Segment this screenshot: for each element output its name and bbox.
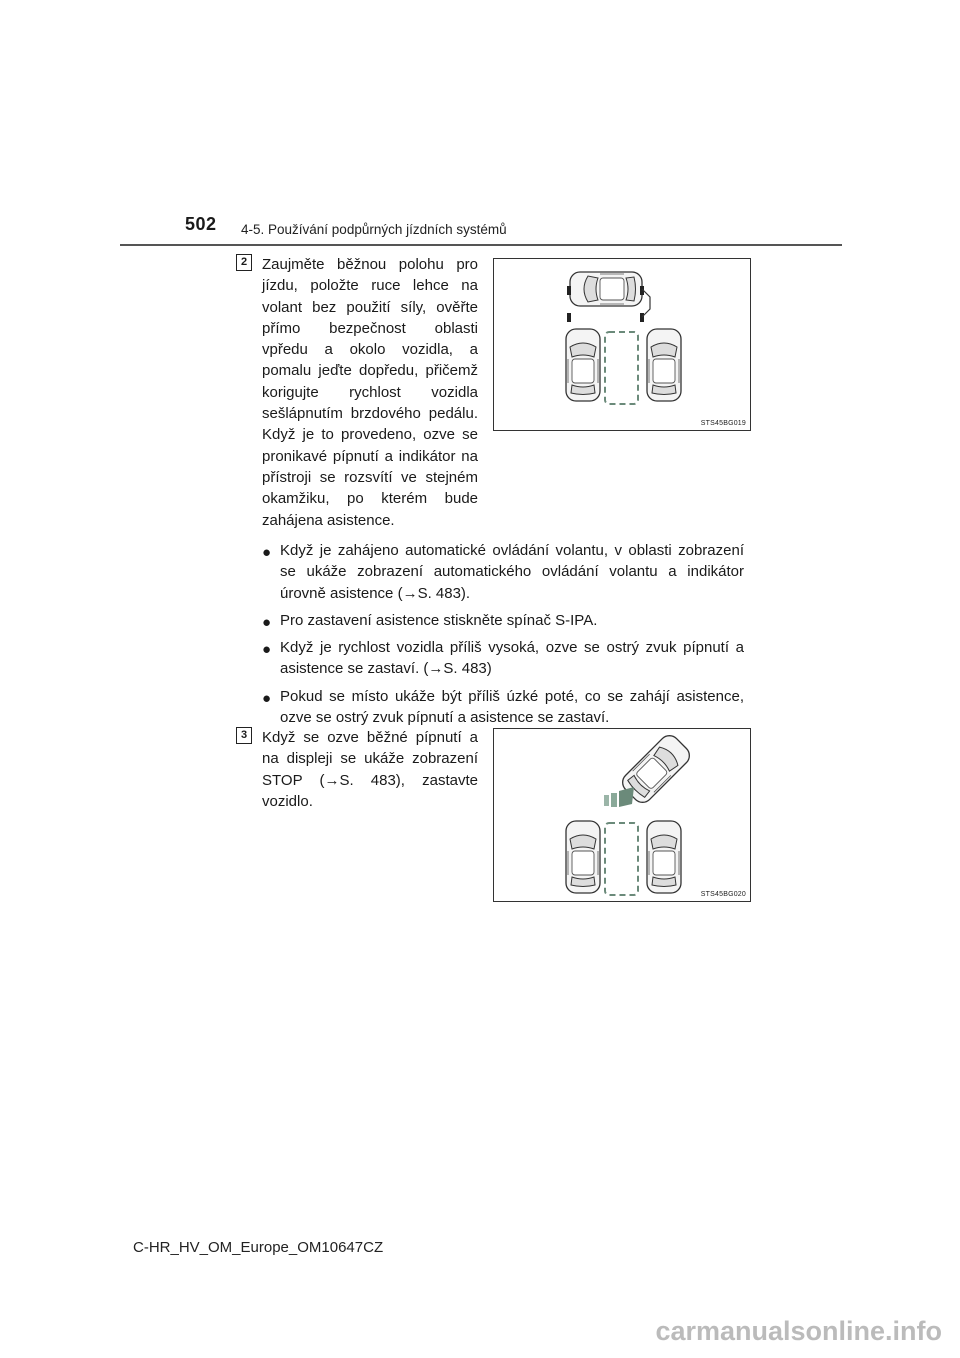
bullet-icon: ● [262, 689, 272, 707]
bullet-icon: ● [262, 613, 272, 631]
page-number: 502 [185, 214, 217, 234]
parked-car-right [647, 329, 681, 401]
step-3-text: Když se ozve běžné pípnutí a na displeji se ukáže zobrazení STOP (→S. 483), zastavte vozidlo. [262, 729, 478, 810]
step-2-number: 2 [236, 254, 252, 271]
figure-code: STS45BG019 [700, 420, 746, 427]
motion-arrow-icon [604, 787, 634, 807]
document-id: C-HR_HV_OM_Europe_OM10647CZ [133, 1239, 384, 1256]
section-title: 4-5. Používání podpůrných jízdních systémů [241, 222, 507, 237]
parking-start-illustration [494, 259, 750, 430]
maneuvering-car [570, 272, 642, 306]
header-divider [120, 244, 842, 246]
parked-car-left [566, 821, 600, 893]
list-item: ● Pro zastavení asistence stiskněte spínač S-IPA. [262, 610, 744, 631]
figure-code: STS45BG020 [700, 891, 746, 898]
figure-parking-start [493, 258, 751, 431]
bullet-icon: ● [262, 544, 272, 561]
target-parking-space [605, 823, 638, 895]
figure-parking-stop [493, 728, 751, 902]
bullet-icon: ● [262, 641, 272, 659]
watermark: carmanualsonline.info [655, 1316, 942, 1346]
list-item: ● Když je rychlost vozidla příliš vysoká, ozve se ostrý zvuk pípnutí a asistence se zastaví. (→S. 483) [262, 639, 744, 678]
list-item: ● Pokud se místo ukáže být příliš úzké poté, co se zahájí asistence, ozve se ostrý zvuk pípnutí a asistence se zastaví. [262, 687, 744, 727]
parking-stop-illustration [494, 729, 750, 901]
list-item: ● Když je zahájeno automatické ovládání volantu, v oblasti zobrazení se ukáže zobrazení automatického ovládání volantu a indikátor úrovně asistence (→S. 483). [262, 542, 744, 602]
step-3-number: 3 [236, 727, 252, 744]
parked-car-left [566, 329, 600, 401]
step-2-text: Zaujměte běžnou polohu pro jízdu, položte ruce lehce na volant bez použití síly, ověřte přímo bezpečnost oblasti vpředu a okolo vozidla, a pomalu jeďte dopředu, přičemž korigujte rychlost vozidla sešlápnutím brzdového pedálu. Když je to provedeno, ozve se pronikavé pípnutí a indikátor na přístroji se rozsvítí ve stejném okamžiku, po kterém bude zahájena asistence. [262, 256, 478, 529]
parked-car-right [647, 821, 681, 893]
bullet-list [262, 540, 744, 734]
target-parking-space [605, 332, 638, 404]
